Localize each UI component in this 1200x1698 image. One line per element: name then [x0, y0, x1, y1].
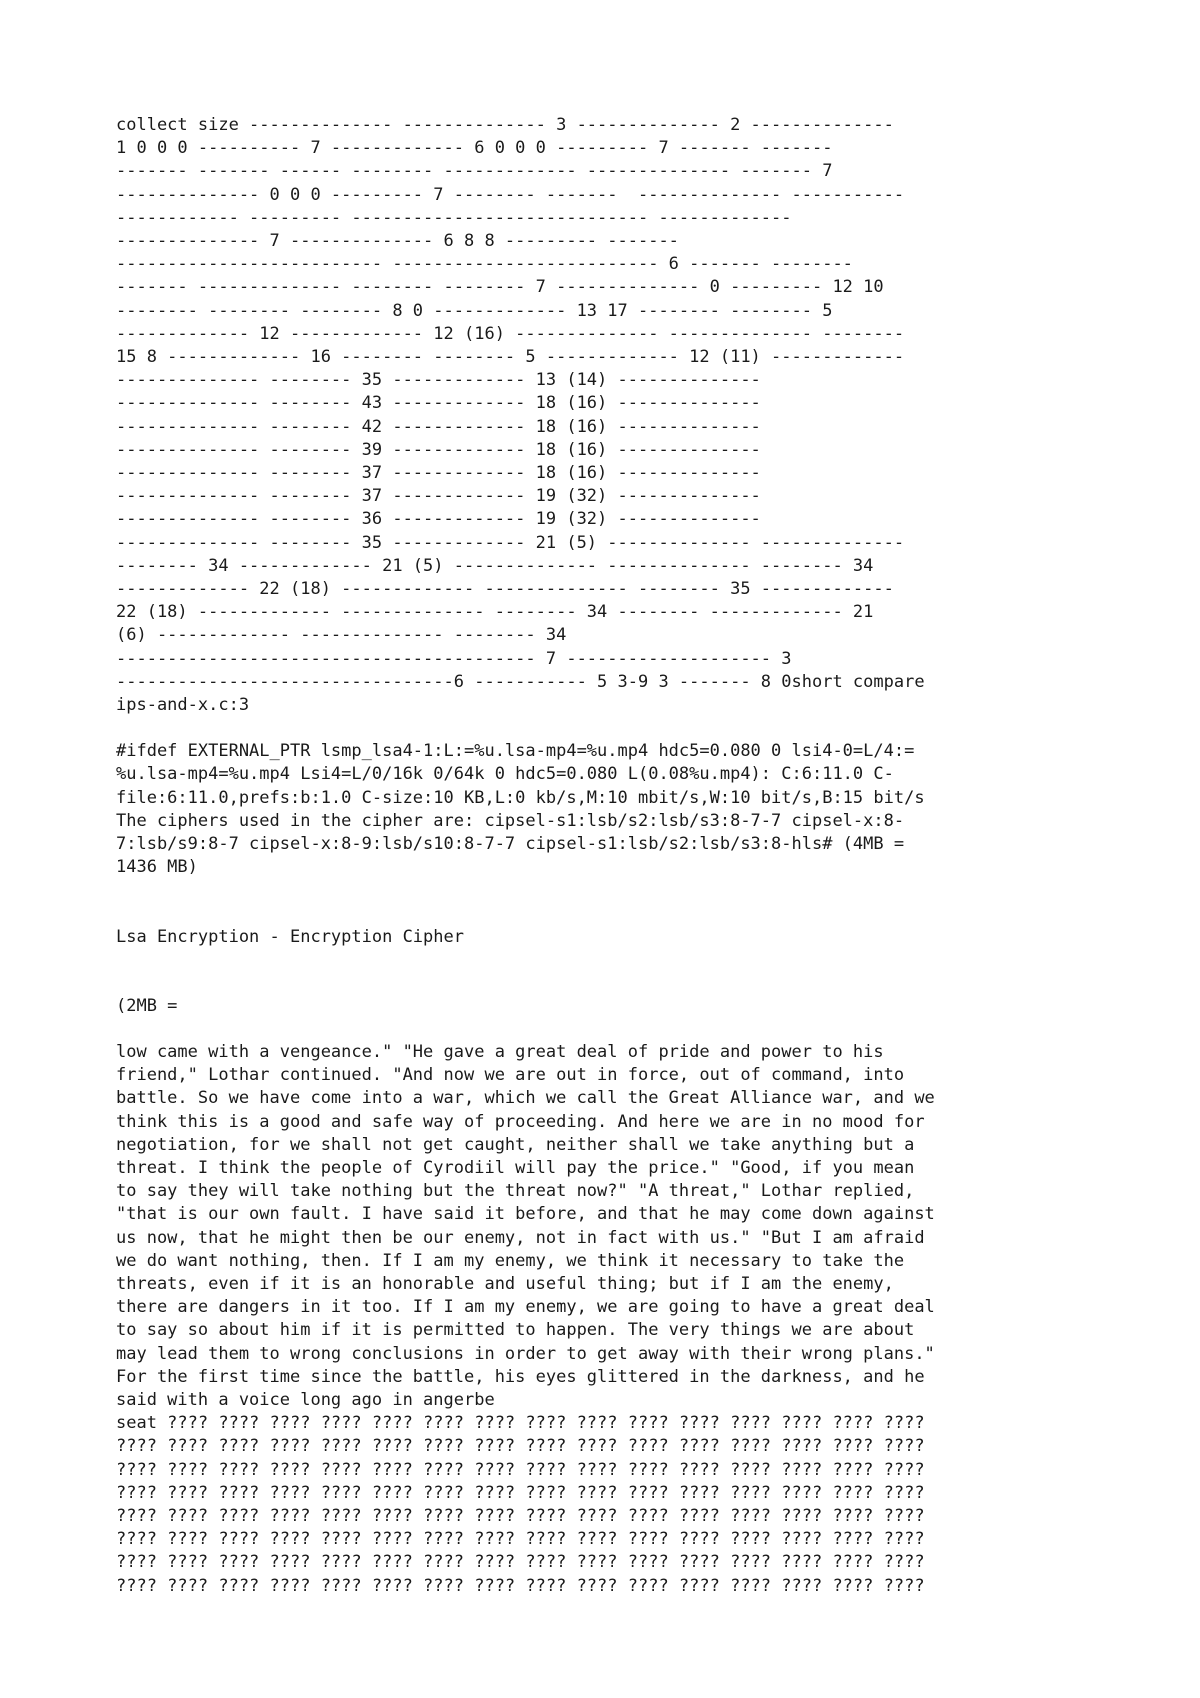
text-line: ???? ???? ???? ???? ???? ???? ???? ???? ???? ???? ???? ???? ???? ???? ???? ???? [116, 1575, 925, 1596]
text-line: -------------- -------- 36 ------------- 19 (32) -------------- [116, 509, 761, 530]
section-heading: Lsa Encryption - Encryption Cipher [116, 926, 464, 947]
text-line: -------------- -------- 35 ------------- 21 (5) -------------- -------------- [116, 532, 905, 553]
text-line: battle. So we have come into a war, which we call the Great Alliance war, and we [116, 1088, 935, 1109]
text-line: seat ???? ???? ???? ???? ???? ???? ???? ???? ???? ???? ???? ???? ???? ???? ???? [116, 1413, 925, 1434]
text-line: ----------------------------------------- 7 -------------------- 3 [116, 648, 792, 669]
text-line: %u.lsa-mp4=%u.mp4 Lsi4=L/0/16k 0/64k 0 hdc5=0.080 L(0.08%u.mp4): C:6:11.0 C- [116, 764, 894, 785]
garbled-text-block [116, 1412, 1126, 1598]
text-line: -------------- -------- 37 ------------- 19 (32) -------------- [116, 486, 761, 507]
text-line: us now, that he might then be our enemy, not in fact with us." "But I am afraid [116, 1227, 925, 1248]
text-line: 1 0 0 0 ---------- 7 ------------- 6 0 0 0 --------- 7 ------- ------- [116, 138, 833, 159]
text-line: said with a voice long ago in angerbe [116, 1389, 495, 1410]
text-line: ???? ???? ???? ???? ???? ???? ???? ???? ???? ???? ???? ???? ???? ???? ???? ???? [116, 1529, 925, 1550]
text-line: to say they will take nothing but the threat now?" "A threat," Lothar replied, [116, 1181, 915, 1202]
text-line: ips-and-x.c:3 [116, 695, 250, 716]
text-line: file:6:11.0,prefs:b:1.0 C-size:10 KB,L:0 kb/s,M:10 mbit/s,W:10 bit/s,B:15 bit/s [116, 787, 925, 808]
spacer [116, 880, 1126, 926]
text-line: -------------- 0 0 0 --------- 7 -------- ------- -------------- ----------- [116, 184, 905, 205]
text-line: ???? ???? ???? ???? ???? ???? ???? ???? ???? ???? ???? ???? ???? ???? ???? ???? [116, 1552, 925, 1573]
document-page [116, 114, 1126, 1598]
text-line: we do want nothing, then. If I am my enemy, we think it necessary to take the [116, 1250, 905, 1271]
text-line: #ifdef EXTERNAL_PTR lsmp_lsa4-1:L:=%u.lsa-mp4=%u.mp4 hdc5=0.080 0 lsi4-0=L/4:= [116, 741, 915, 762]
text-line: For the first time since the battle, his eyes glittered in the darkness, and he [116, 1366, 925, 1387]
text-line: -------------- 7 -------------- 6 8 8 --------- ------- [116, 231, 679, 252]
text-line: to say so about him if it is permitted to happen. The very things we are about [116, 1320, 915, 1341]
text-line: ------- ------- ------ -------- ------------- -------------- ------- 7 [116, 161, 833, 182]
spacer [116, 717, 1126, 740]
text-line: -------------- -------- 43 ------------- 18 (16) -------------- [116, 393, 761, 414]
text-line: think this is a good and safe way of proceeding. And here we are in no mood for [116, 1111, 925, 1132]
text-line: The ciphers used in the cipher are: cipsel-s1:lsb/s2:lsb/s3:8-7-7 cipsel-x:8- [116, 810, 905, 831]
text-line: ???? ???? ???? ???? ???? ???? ???? ???? ???? ???? ???? ???? ???? ???? ???? ???? [116, 1482, 925, 1503]
text-line: "that is our own fault. I have said it before, and that he may come down against [116, 1204, 935, 1225]
text-line: -------------- -------- 35 ------------- 13 (14) -------------- [116, 370, 761, 391]
text-line: ---------------------------------6 ----------- 5 3-9 3 ------- 8 0short compare [116, 671, 925, 692]
text-line: ???? ???? ???? ???? ???? ???? ???? ???? ???? ???? ???? ???? ???? ???? ???? ???? [116, 1505, 925, 1526]
text-line: negotiation, for we shall not get caught, neither shall we take anything but a [116, 1134, 915, 1155]
text-line: ------------- 22 (18) ------------- -------------- -------- 35 ------------- [116, 579, 894, 600]
text-line: may lead them to wrong conclusions in order to get away with their wrong plans." [116, 1343, 935, 1364]
text-line: ???? ???? ???? ???? ???? ???? ???? ???? ???? ???? ???? ???? ???? ???? ???? ???? [116, 1459, 925, 1480]
text-line: 15 8 ------------- 16 -------- -------- 5 ------------- 12 (11) ------------- [116, 347, 905, 368]
text-line: (6) ------------- -------------- -------- 34 [116, 625, 567, 646]
text-line: -------------------------- -------------------------- 6 ------- -------- [116, 254, 853, 275]
spacer [116, 1018, 1126, 1041]
text-line: -------------- -------- 39 ------------- 18 (16) -------------- [116, 439, 761, 460]
story-paragraph [116, 1041, 1126, 1412]
text-line: friend," Lothar continued. "And now we are out in force, out of command, into [116, 1065, 905, 1086]
text-line: there are dangers in it too. If I am my enemy, we are going to have a great deal [116, 1297, 935, 1318]
text-line: -------------- -------- 42 ------------- 18 (16) -------------- [116, 416, 761, 437]
text-line: ------------- 12 ------------- 12 (16) -------------- -------------- -------- [116, 323, 905, 344]
text-line: ???? ???? ???? ???? ???? ???? ???? ???? ???? ???? ???? ???? ???? ???? ???? ???? [116, 1436, 925, 1457]
text-line: ------- -------------- -------- -------- 7 -------------- 0 --------- 12 10 [116, 277, 884, 298]
text-line: -------- -------- -------- 8 0 ------------- 13 17 -------- -------- 5 [116, 300, 833, 321]
size-note: (2MB = [116, 995, 178, 1016]
code-listing [116, 114, 1126, 717]
text-line: threat. I think the people of Cyrodiil will pay the price." "Good, if you mean [116, 1157, 915, 1178]
text-line: 7:lsb/s9:8-7 cipsel-x:8-9:lsb/s10:8-7-7 cipsel-s1:lsb/s2:lsb/s3:8-hls# (4MB = [116, 834, 905, 855]
text-line: collect size -------------- -------------- 3 -------------- 2 -------------- [116, 115, 894, 135]
spacer [116, 949, 1126, 995]
text-line: 22 (18) ------------- -------------- -------- 34 -------- ------------- 21 [116, 602, 874, 623]
text-line: threats, even if it is an honorable and useful thing; but if I am the enemy, [116, 1273, 894, 1294]
text-line: ------------ --------- ----------------------------- ------------- [116, 207, 792, 228]
text-line: 1436 MB) [116, 857, 198, 878]
text-line: low came with a vengeance." "He gave a great deal of pride and power to his [116, 1041, 884, 1062]
config-block [116, 740, 1126, 879]
text-line: -------------- -------- 37 ------------- 18 (16) -------------- [116, 463, 761, 484]
text-line: -------- 34 ------------- 21 (5) -------------- -------------- -------- 34 [116, 555, 874, 576]
